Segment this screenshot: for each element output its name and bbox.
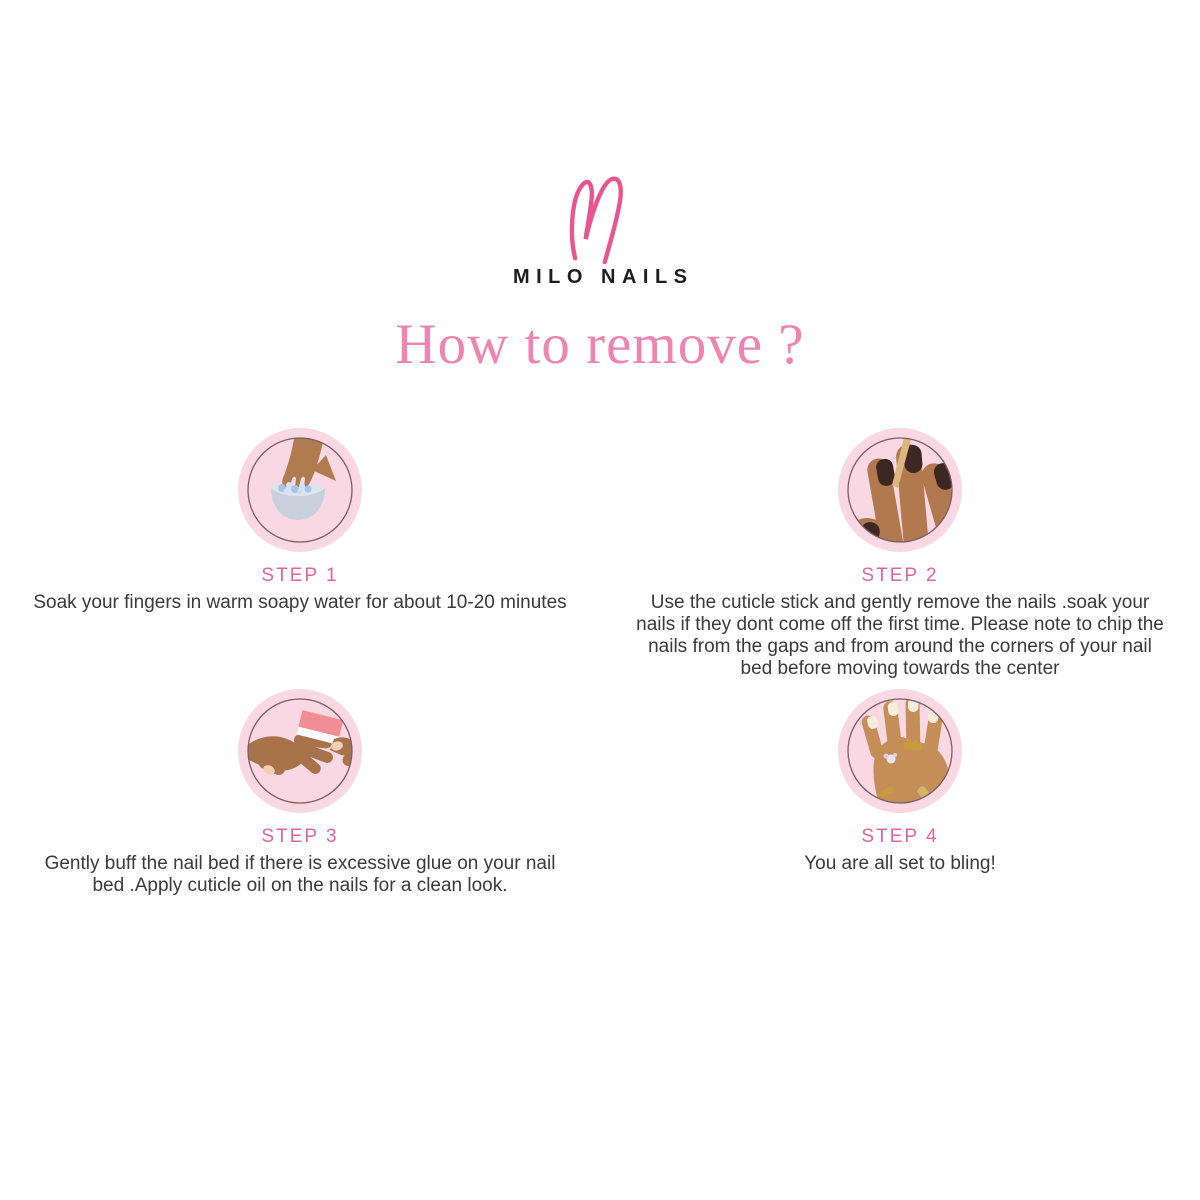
page-title: How to remove ? [395, 313, 805, 376]
steps-grid [0, 425, 1200, 897]
brand-header [0, 176, 1200, 289]
soak-fingers-in-bowl-icon [238, 428, 362, 552]
step-2-description: Use the cuticle stick and gently remove the nails .soak your nails if they dont come off the first time. Please note to chip the nails from the gaps and from around the corners of your nail bed before moving towards the center [636, 592, 1164, 679]
buffer-block-on-nails-icon [238, 689, 362, 813]
step-2 [600, 425, 1200, 686]
step-4 [600, 686, 1200, 897]
step-1-label: STEP 1 [261, 565, 339, 586]
step-3-description: Gently buff the nail bed if there is excessive glue on your nail bed .Apply cuticle oil on the nails for a clean look. [44, 853, 556, 896]
step-1-description: Soak your fingers in warm soapy water for about 10-20 minutes [33, 592, 567, 613]
brand-name: MILO NAILS [512, 266, 694, 288]
cuticle-stick-on-nails-icon [838, 428, 962, 552]
step-4-label: STEP 4 [861, 826, 939, 847]
step-3 [0, 686, 600, 897]
step-1 [0, 425, 600, 686]
step-4-description: You are all set to bling! [804, 853, 996, 874]
step-2-label: STEP 2 [861, 565, 939, 586]
hand-with-rings-bling-icon [838, 689, 962, 813]
step-3-label: STEP 3 [261, 826, 339, 847]
milo-nails-monogram-icon [561, 176, 639, 264]
